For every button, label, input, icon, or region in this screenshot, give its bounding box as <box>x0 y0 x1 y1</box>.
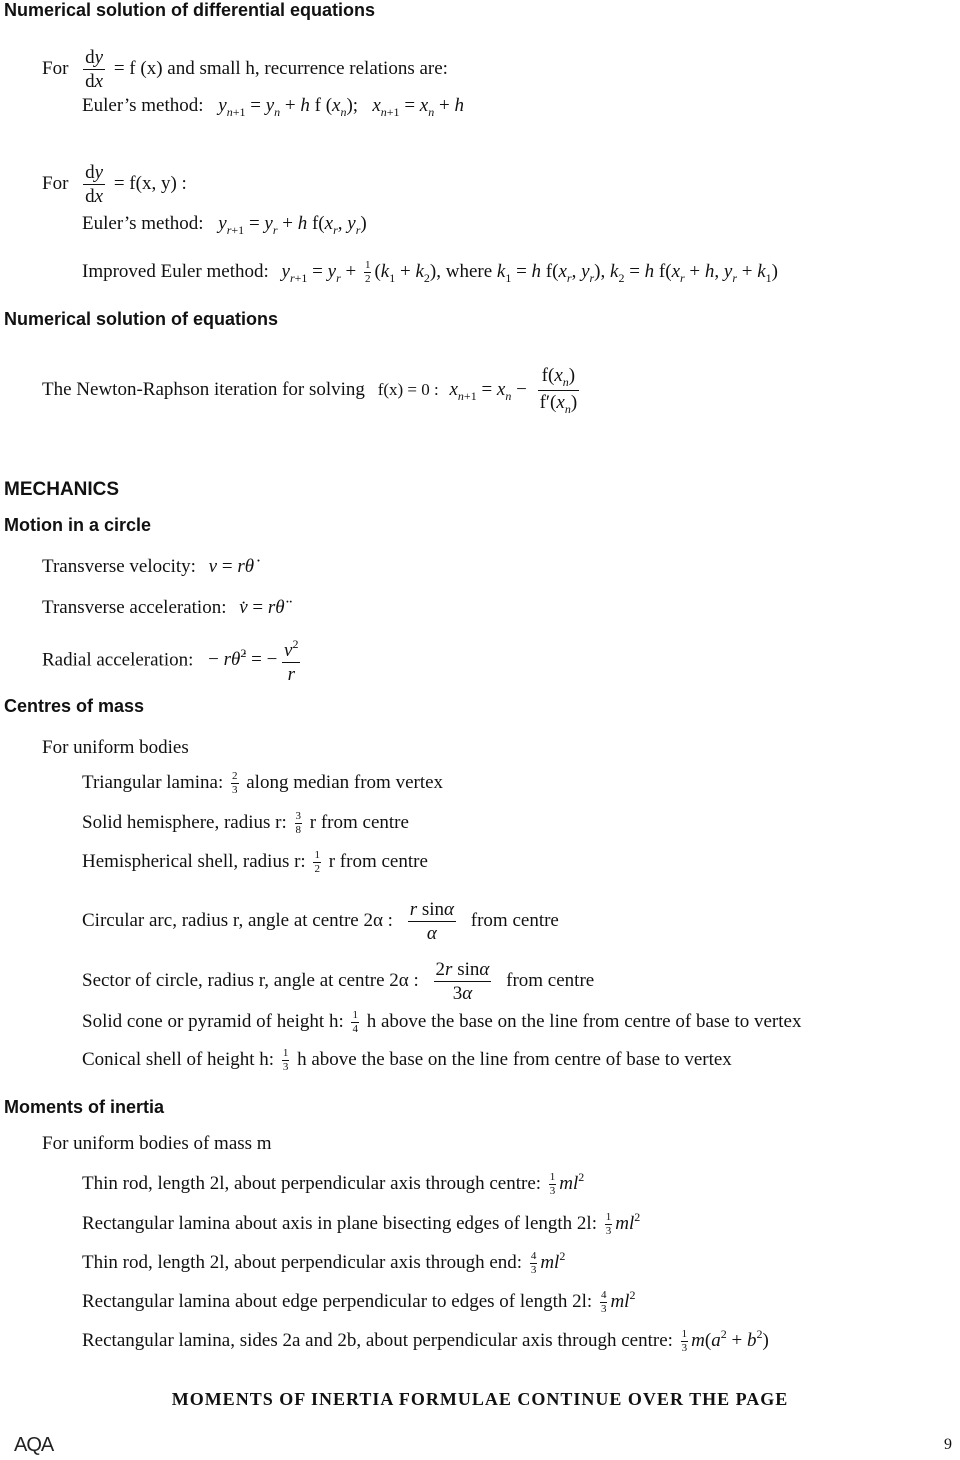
dy-dx-fraction-2: $\frac{dy}{dx}$ <box>85 162 104 207</box>
rod-end-label: Thin rod, length 2l, about perpendicular axis through end: <box>82 1252 523 1273</box>
frac-1-3: $\frac{1}{3}$ <box>549 1171 556 1198</box>
de-for-line-2 <box>42 163 187 206</box>
sector-label: Sector of circle, radius r, angle at centre 2α : <box>82 969 419 991</box>
one-half: $\frac{1}{2}$ <box>314 849 320 875</box>
rod-end: Thin rod, length 2l, about perpendicular axis through end: $\frac{4}{3}$ $ml^2$ <box>82 1249 566 1277</box>
lamina-edge: Rectangular lamina about edge perpendicular to edges of length 2l: $\frac{4}{3}$ $ml^2$ <box>82 1288 636 1316</box>
heading-numerical-eq: Numerical solution of equations <box>4 309 279 329</box>
conical-label: Conical shell of height h: <box>82 1048 275 1070</box>
cone-label: Solid cone or pyramid of height h: <box>82 1010 344 1032</box>
arc-fraction: $\frac{\text{r sinα}}{\alpha}$ <box>409 899 455 944</box>
improved-euler-label: Improved Euler method: <box>82 260 269 282</box>
triangular-tail: along median from vertex <box>246 771 444 793</box>
continue-note: MOMENTS OF INERTIA FORMULAE CONTINUE OVER THE PAGE <box>171 1389 789 1409</box>
nr-label: The Newton-Raphson iteration for solving <box>42 378 365 400</box>
nr-fraction: $\frac{f(x_n)}{f'(x_n)}$ <box>539 365 578 416</box>
frac-1-3-c: $\frac{1}{3}$ <box>681 1328 688 1355</box>
euler-method-1 <box>82 95 464 123</box>
lamina-sides: Rectangular lamina, sides 2a and 2b, about perpendicular axis through centre: $\frac{1}{3}$ $m(a^2 + b^2)$ <box>82 1327 769 1355</box>
euler-method-2 <box>82 213 367 241</box>
improved-euler <box>82 260 778 289</box>
sector-tail: from centre <box>506 969 595 991</box>
frac-4-3: $\frac{4}{3}$ <box>530 1250 537 1277</box>
solid-cone <box>82 1010 801 1035</box>
euler1-formula: $y_{n+1} = y_n + h$ f $(x_n)$; $x_{n+1} = x_n + h$ <box>218 95 464 119</box>
k-definitions: $k_1 = h$ $f(x_r$, $y_r$), $k_2 = h$ $f(x_r + h$, $y_r + k_1$) <box>496 260 778 285</box>
radial-acceleration <box>42 638 300 684</box>
newton-raphson <box>42 366 579 415</box>
triangular-lamina <box>82 771 443 796</box>
frac-1-3-b: $\frac{1}{3}$ <box>605 1211 612 1238</box>
conical-tail: h above the base on the line from centre of base to vertex <box>297 1048 732 1070</box>
lamina-plane: Rectangular lamina about axis in plane bisecting edges of length 2l: $\frac{1}{3}$ $ml^2$ <box>82 1210 641 1238</box>
hemisphere-label: Solid hemisphere, radius r: <box>82 811 287 833</box>
moments-uniform: For uniform bodies of mass m <box>42 1133 272 1154</box>
aqa-logo <box>14 1434 53 1457</box>
frac-4-3-b: $\frac{4}{3}$ <box>600 1289 607 1316</box>
triangular-label: Triangular lamina: <box>82 771 224 793</box>
one-quarter: $\frac{1}{4}$ <box>352 1009 358 1035</box>
improved-euler-formula: $y_{r+1} = y_r$ + $\frac{1}{2}$ ($k_1 + k_2$ <box>281 259 430 285</box>
heading-numerical-de: Numerical solution of differential equations <box>4 0 376 20</box>
transverse-acceleration-label: Transverse acceleration: <box>42 597 227 618</box>
for2-tail: = f(x, y) : <box>113 172 187 194</box>
transverse-velocity <box>42 556 254 578</box>
transverse-acceleration <box>42 597 285 619</box>
lamina-plane-label: Rectangular lamina about axis in plane bisecting edges of length 2l: <box>82 1213 597 1234</box>
rod-centre: Thin rod, length 2l, about perpendicular axis through centre: $\frac{1}{3}$ $ml^2$ <box>82 1170 585 1198</box>
shell-label: Hemispherical shell, radius r: <box>82 850 306 872</box>
ml2: ml <box>559 1173 579 1194</box>
shell-tail: r from centre <box>328 850 428 872</box>
euler2-label: Euler’s method: <box>82 213 204 234</box>
hemispherical-shell <box>82 850 428 875</box>
transverse-acceleration-formula: v̇ = rθ̈ <box>239 597 285 618</box>
cone-tail: h above the base on the line from centre of base to vertex <box>366 1010 802 1032</box>
where-text: ), where <box>429 260 493 282</box>
two-thirds: $\frac{2}{3}$ <box>232 770 238 796</box>
one-third: $\frac{1}{3}$ <box>282 1047 289 1073</box>
sector-fraction: $\frac{\text{2r sinα}}{3\alpha}$ <box>435 959 490 1004</box>
for2-label: For <box>42 172 69 194</box>
circular-arc <box>82 900 559 943</box>
arc-label: Circular arc, radius r, angle at centre 2α : <box>82 909 393 931</box>
nr-condition: f(x) = 0 : <box>377 379 439 399</box>
arc-tail: from centre <box>470 909 559 931</box>
sector-of-circle <box>82 960 594 1003</box>
v2-over-r: $\frac{v^2}{r}$ <box>284 637 299 685</box>
conical-shell <box>82 1048 732 1073</box>
solid-hemisphere <box>82 811 409 836</box>
heading-centres: Centres of mass <box>4 696 145 716</box>
transverse-velocity-formula: v = rθ̇ <box>208 556 255 577</box>
heading-moments: Moments of inertia <box>4 1097 165 1117</box>
rod-centre-label: Thin rod, length 2l, about perpendicular axis through centre: <box>82 1173 542 1194</box>
three-eighths: $\frac{3}{8}$ <box>295 810 301 836</box>
radial-acceleration-label: Radial acceleration: <box>42 649 194 671</box>
euler1-label: Euler’s method: <box>82 95 204 116</box>
centres-uniform: For uniform bodies <box>42 737 189 758</box>
transverse-velocity-label: Transverse velocity: <box>42 556 196 577</box>
dy-dx-fraction: $\frac{dy}{dx}$ <box>85 47 104 92</box>
page-number: 9 <box>944 1436 952 1453</box>
lamina-sides-label: Rectangular lamina, sides 2a and 2b, about perpendicular axis through centre: <box>82 1330 673 1351</box>
radial-acceleration-formula: − rθ̇$^2$ = − <box>208 646 278 671</box>
lamina-edge-label: Rectangular lamina about edge perpendicular to edges of length 2l: <box>82 1291 593 1312</box>
de-for-line-1 <box>42 48 448 91</box>
heading-mechanics: MECHANICS <box>4 479 120 500</box>
heading-motion-circle: Motion in a circle <box>4 515 152 535</box>
for1-tail: = f (x) and small h, recurrence relations are: <box>113 57 448 79</box>
euler2-formula: $y_{r+1} = y_r + h$ $f(x_r$, $y_r$) <box>218 213 367 237</box>
hemisphere-tail: r from centre <box>309 811 409 833</box>
logo-text: AQA <box>14 1434 54 1456</box>
nr-formula: $x_{n+1} = x_n$ − <box>449 378 527 403</box>
for-label: For <box>42 57 69 79</box>
